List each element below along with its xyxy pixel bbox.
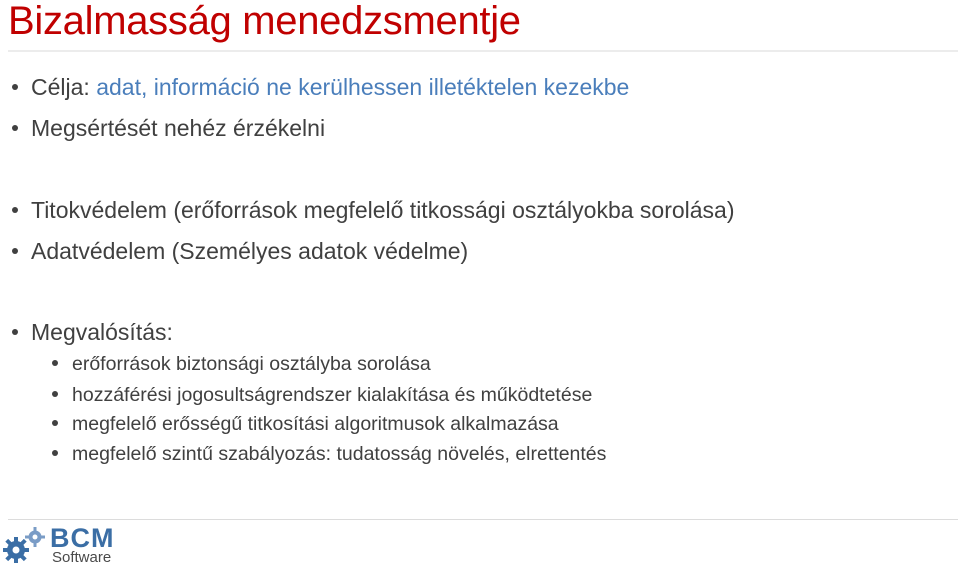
- title-divider: [8, 50, 958, 52]
- bcm-software-logo: [2, 524, 132, 566]
- bullet-dot-icon: [12, 248, 18, 254]
- bullet-data-protection: [12, 237, 468, 265]
- bullet-detection: [12, 114, 325, 142]
- bullet-goal-label: Célja:: [31, 74, 90, 100]
- sub-bullet-text: megfelelő szintű szabályozás: tudatosság növelés, elrettentés: [72, 443, 607, 465]
- slide-title: Bizalmasság menedzsmentje: [8, 0, 521, 43]
- bullet-dot-icon: [12, 207, 18, 213]
- gears-icon: [2, 524, 48, 566]
- sub-bullet: [52, 383, 592, 407]
- bullet-dot-icon: [52, 360, 58, 366]
- footer-divider: [8, 519, 958, 520]
- logo-subtitle: Software: [52, 549, 112, 566]
- bullet-dot-icon: [52, 450, 58, 456]
- bullet-goal-text: adat, információ ne kerülhessen illetéktelen kezekbe: [89, 74, 630, 100]
- bullet-dot-icon: [12, 329, 18, 335]
- sub-bullet: [52, 352, 431, 376]
- sub-bullet-text: erőforrások biztonsági osztályba sorolása: [72, 353, 431, 375]
- implementation-heading: Megvalósítás:: [31, 319, 173, 345]
- bullet-dot-icon: [12, 125, 18, 131]
- bullet-secret-protection: [12, 196, 735, 224]
- logo-wordmark: BCM: [50, 523, 115, 553]
- bullet-dot-icon: [52, 420, 58, 426]
- bullet-data-protection-text: Adatvédelem (Személyes adatok védelme): [31, 238, 469, 264]
- bullet-dot-icon: [52, 391, 58, 397]
- bullet-goal: [12, 73, 629, 101]
- bullet-dot-icon: [12, 84, 18, 90]
- bullet-implementation: [12, 318, 173, 346]
- bullet-detection-text: Megsértését nehéz érzékelni: [31, 115, 326, 141]
- bullet-secret-protection-text: Titokvédelem (erőforrások megfelelő titkossági osztályokba sorolása): [31, 197, 735, 223]
- sub-bullet: [52, 412, 559, 436]
- sub-bullet-text: hozzáférési jogosultságrendszer kialakítása és működtetése: [72, 384, 593, 406]
- sub-bullet-text: megfelelő erősségű titkosítási algoritmusok alkalmazása: [72, 413, 559, 435]
- sub-bullet: [52, 442, 606, 466]
